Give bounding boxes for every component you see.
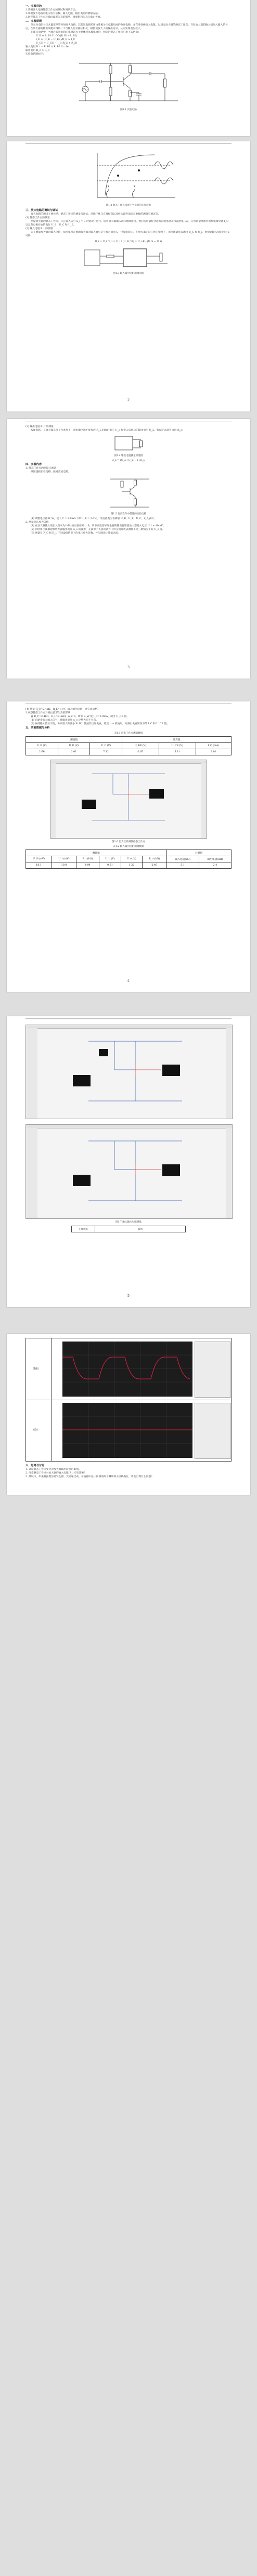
figure-caption: 图1.1 实验电路 bbox=[120, 109, 137, 111]
output-resistance-diagram bbox=[113, 434, 144, 452]
table-group-header: 测量值 bbox=[26, 850, 167, 856]
cutoff-label: 截止 bbox=[33, 1428, 39, 1431]
table-cell: 1.22 bbox=[121, 862, 142, 869]
section-heading: 一、实验目的 bbox=[25, 5, 42, 8]
table-header: U_o (V) bbox=[121, 856, 142, 862]
table-cell: 2.01 bbox=[196, 749, 231, 755]
paragraph: 在图示电路中，当流过偏置电阻的电流远大于晶体管基极电流时，则它的静态工作点可用下式估算： bbox=[31, 31, 141, 34]
page-5 bbox=[7, 1016, 250, 1307]
table-header: U_L (V) bbox=[99, 856, 121, 862]
table-header: U_E (V) bbox=[58, 743, 90, 749]
oscilloscope-saturation bbox=[62, 1342, 192, 1397]
table-header: 工作状态 bbox=[72, 1226, 95, 1232]
section-heading: 二、实验原理 bbox=[25, 20, 42, 23]
paragraph: 图示为电阻分压式偏置单管共射放大电路，其偏置电路采用由基极分压电阻组成的分压电路，并在发射极接入电阻，以稳定放大器的静态工作点。当在放大器的输入端加入输入信号后，在放大器的输出端便可得到一个与输入信号相位相反、幅值被放大了的输出信号，从而实现电压放大。 bbox=[25, 24, 228, 30]
page-4 bbox=[7, 701, 250, 992]
table-cell: 0.65 bbox=[122, 749, 159, 755]
text-line: 2. 改变静态工作点对放大器的输入电阻 R_i 有否影响？ bbox=[25, 1472, 87, 1475]
paragraph: 为了测量放大器的输入电阻，按图电路在被测放大器的输入端与信号源之间串入一已知电阻 R，在放大器正常工作的情况下，用交流毫伏表测出 U_S 和 U_i，则根据输入电阻的定义可得： bbox=[25, 231, 230, 237]
table-title: 表1.2 输入输出电阻测量数据 bbox=[113, 845, 144, 848]
waveform-table bbox=[71, 1226, 186, 1232]
text-line: 3.研究静态工作点对输出波形失真的影响，观察饱和失真与截止失真。 bbox=[25, 16, 103, 19]
table-group-header: 测量值 bbox=[26, 737, 122, 743]
table-header: 输入电阻(kΩ) bbox=[166, 856, 199, 862]
formula: R_i = U_i / I_i = U_i / (U_R / R) = U_i·R / (U_S − U_i) bbox=[95, 241, 162, 243]
figure-caption: 图1.5 仿真软件中搭建的实验电路 bbox=[110, 513, 147, 515]
paragraph: 放大电路的测试主要包括：静态工作点的测量与调试、消除干扰与自激振荡以及放大器各项动态参数的测量与调试等。 bbox=[31, 213, 161, 216]
paragraph: 测量放大器的静态工作点，应在输入信号 u_i = 0 的情况下进行，即将放大器输入端与地端短接，然后选用量程合适的直流电流表和直流电压表，分别测量晶体管的集电极电流 I_C 以及各电极对地的电位 U_B、U_C 和 U_E。 bbox=[25, 220, 228, 227]
table-cell: 2.4 bbox=[199, 862, 231, 869]
page-6 bbox=[7, 1334, 250, 1495]
table-cell: 5.1 bbox=[166, 862, 199, 869]
section-heading: 五、实验数据与分析 bbox=[25, 726, 50, 729]
section-heading: 三、放大电路的测试与调试 bbox=[25, 209, 58, 212]
table-cell: 2.40 bbox=[142, 862, 166, 869]
oscilloscope-cutoff bbox=[62, 1403, 192, 1458]
table-group-header: 计算值 bbox=[122, 737, 232, 743]
paragraph: 按图电路，在放大器正常工作条件下，测出输出端不接负载 R_L 的输出电压 U_o 和接入负载后的输出电压 U_L，根据下式即可求出 R_o： bbox=[31, 429, 185, 432]
text-line: 1.掌握放大电路静态工作点的测试和调试方法。 bbox=[25, 9, 78, 11]
table-cell: 7.12 bbox=[90, 749, 122, 755]
formula: U_CE = U_CC − I_C(R_C + R_E) bbox=[36, 42, 78, 45]
amplifier-circuit-diagram bbox=[69, 58, 188, 106]
section-heading: 六、思考与讨论 bbox=[25, 1464, 45, 1467]
table-cell: 18.1 bbox=[26, 862, 52, 869]
table-header: 输出电阻(kΩ) bbox=[199, 856, 231, 862]
page-number: 2 bbox=[127, 398, 130, 402]
table-group-header: 计算值 bbox=[166, 850, 231, 856]
paragraph: (2) 同时用示波器观察放大器输出电压 u_o 的波形，在波形不失真的条件下用交流毫伏表测量下述三种情况下的 U_o 值。 bbox=[31, 528, 165, 531]
page-2 bbox=[7, 141, 250, 411]
header-rule bbox=[25, 1018, 232, 1019]
formula: R_o = (U_o / U_L − 1) R_L bbox=[111, 459, 146, 462]
text-line: 实验电路图如下： bbox=[25, 53, 46, 56]
static-point-table bbox=[25, 736, 232, 755]
table-cell: 5.11 bbox=[159, 749, 196, 755]
header-rule bbox=[25, 143, 232, 144]
text-line: 输入电阻 R_i = R_B1 // R_B2 // r_be bbox=[25, 46, 69, 48]
formula: I_E ≈ (U_B − U_BE)/R_E ≈ I_C bbox=[36, 38, 75, 41]
paragraph: 置 R_C=2.4kΩ，R_L=2.4kΩ，u_i=0，调节 R_W 使 I_C=2.0mA，测出 U_CE 值。 bbox=[31, 715, 129, 718]
text-line: 3. 测试中，如果将函数信号发生器、交流毫伏表、示波器中任一仪器的两个测试端子接线换位，将会出现什么问题？ bbox=[25, 1476, 153, 1478]
table-cell: 10.0 bbox=[52, 862, 76, 869]
scope-control-panel bbox=[195, 1403, 231, 1459]
page-number: 4 bbox=[127, 979, 130, 983]
subheading: (3) 输出电阻 R_o 的测量 bbox=[25, 426, 54, 428]
paragraph: (3) 测量在 R_C 和 R_L 不同取值情况下的电压放大倍数，并与理论计算值比较。 bbox=[31, 532, 121, 535]
text-line: 输出电阻 R_o ≈ R_C bbox=[25, 49, 50, 52]
table-header: U_CE (V) bbox=[159, 743, 196, 749]
table-header: U_BE (V) bbox=[122, 743, 159, 749]
table-header: U_C (V) bbox=[90, 743, 122, 749]
section-heading: 四、实验内容 bbox=[25, 463, 42, 466]
header-rule bbox=[25, 703, 232, 704]
subheading: 1. 静态工作点的测量与调试 bbox=[25, 467, 56, 470]
page-number: 5 bbox=[127, 1294, 130, 1298]
resistance-data-table bbox=[25, 849, 232, 869]
table-cell: 2.66 bbox=[26, 749, 58, 755]
figure-caption: 图1.2 静态工作点设置不当引起的失真波形 bbox=[106, 204, 151, 207]
paragraph: 按图连接实验电路，接通直流电源。 bbox=[31, 471, 71, 473]
subheading: (2) 输入电阻 R_i 的测量 bbox=[25, 228, 53, 230]
subheading: (1) 静态工作点的测量 bbox=[25, 217, 50, 219]
distortion-waveform-figure bbox=[76, 150, 181, 202]
paragraph: (1) 在放大器输入端加入频率为1kHz的正弦信号 u_S，调节函数信号发生器的输出旋钮使放大器输入电压 U_i ≈ 10mV。 bbox=[31, 525, 165, 527]
figure-caption: 图1.7 输入输出电阻测量 bbox=[115, 1221, 142, 1224]
page-number: 3 bbox=[127, 665, 130, 669]
table-cell: 0.61 bbox=[99, 862, 121, 869]
page-3 bbox=[7, 419, 250, 679]
formula: U_B ≈ R_B1·U_CC/(R_B1+R_B2) bbox=[36, 35, 78, 37]
text-line: (4) 测量 R_C=2.4kΩ、R_L=∞ 时，输入输出电阻，并完成表格。 bbox=[25, 708, 100, 711]
simulation-screenshot-1 bbox=[25, 1025, 233, 1119]
table-header: U_B (V) bbox=[26, 743, 58, 749]
table-cell: 4.94 bbox=[76, 862, 99, 869]
simulation-circuit-figure bbox=[100, 476, 157, 510]
subheading: 2. 测量电压放大倍数 bbox=[25, 521, 49, 524]
resistance-test-block-diagram bbox=[82, 246, 175, 270]
saturation-label: 饱和 bbox=[33, 1367, 39, 1371]
simulation-screenshot bbox=[50, 760, 207, 839]
table-header: R_o (kΩ) bbox=[142, 856, 166, 862]
table-cell: 2.01 bbox=[58, 749, 90, 755]
simulation-screenshot-2 bbox=[25, 1124, 233, 1219]
table-header: I_C (mA) bbox=[196, 743, 231, 749]
page-1 bbox=[7, 0, 250, 136]
figure-caption: 图1.3 输入输出电阻测量电路 bbox=[113, 272, 144, 275]
scope-control-panel bbox=[195, 1342, 231, 1398]
paragraph: (2) 保持输入信号不变，分别增大和减小 R_W，使波形出现失真，绘出 u_o 的波形，并测出失真情况下的 I_C 和 U_CE 值。 bbox=[31, 723, 170, 725]
table-header: 波形 bbox=[95, 1226, 186, 1232]
paragraph: (1) 再逐步加大输入信号，使输出电压 u_o 足够大但不失真。 bbox=[31, 719, 99, 722]
table-header: R_i (kΩ) bbox=[76, 856, 99, 862]
paragraph: (1) 调整电位器 R_W，使 I_C = 2.0mA（即 U_E = 2.0V），用直流电压表测量 U_B、U_E、U_C，记入表中。 bbox=[31, 517, 157, 520]
table-header: U_i (mV) bbox=[52, 856, 76, 862]
figure-caption: 图1.4 输出电阻测量原理图 bbox=[114, 455, 143, 457]
waveform-frame bbox=[25, 1338, 232, 1462]
table-title: 表1.1 静态工作点测量数据 bbox=[114, 732, 143, 735]
subheading: 3.观察静态工作点对输出波形失真的影响 bbox=[25, 712, 71, 714]
text-line: 1. 讨论静态工作点变化对放大器输出波形的影响。 bbox=[25, 1468, 81, 1471]
table-header: U_S (mV) bbox=[26, 856, 52, 862]
text-line: 2.掌握放大电路的电压放大倍数、输入电阻、输出电阻的测量方法。 bbox=[25, 12, 100, 15]
figure-caption: 图1.6 仿真软件测量静态工作点 bbox=[112, 841, 145, 843]
